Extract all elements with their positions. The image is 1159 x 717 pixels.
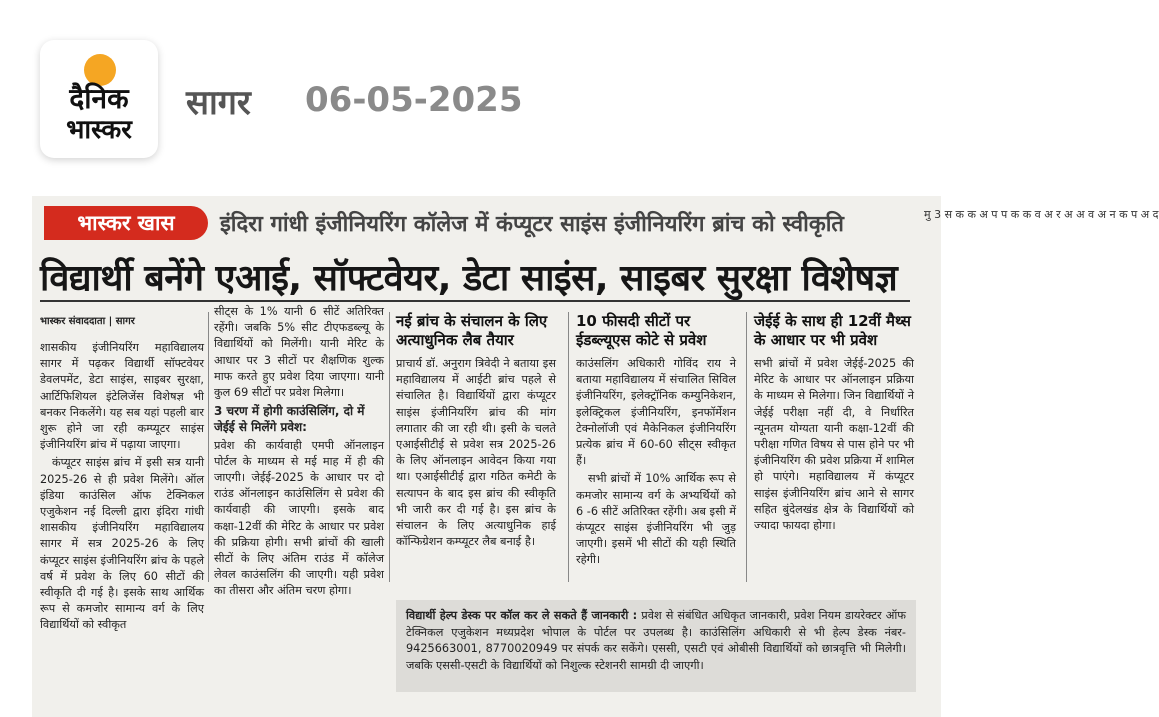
headline-divider [40,300,910,302]
article-column-3 [396,312,556,552]
article-kicker: इंदिरा गांधी इंजीनियरिंग कॉलेज में कंप्यूटर साइंस इंजीनियरिंग ब्रांच को स्वीकृति [220,212,844,237]
paragraph: प्रवेश की कार्यवाही एमपी ऑनलाइन पोर्टल के माध्यम से मई माह में ही की जाएगी। जेईई-2025 के आधार पर दो राउंड ऑनलाइन काउंसिलिंग से प्रवेश की कार्यवाही की जाएगी। इसके बाद कक्षा-12वीं की मेरिट के आधार पर प्रवेश की प्रक्रिया होगी। सभी ब्रांचों की खाली सीटों के लिए अंतिम राउंड में कॉलेज लेवल काउंसलिंग की जाएगी। यही प्रवेश का तीसरा और अंतिम चरण होगा। [214,438,384,598]
bhaskar-khaas-tag: भास्कर खास [44,206,208,240]
logo-line1: दैनिक [69,82,129,115]
paragraph: प्राचार्य डॉ. अनुराग त्रिवेदी ने बताया इस महाविद्यालय में आईटी ब्रांच पहले से संचालित है। विद्यार्थियों द्वारा कंप्यूटर साइंस इंजीनियरिंग ब्रांच की मांग लगातार की जा रही थी। इसी के चलते एआईसीटीई से प्रवेश सत्र 2025-26 के लिए ऑनलाइन आवेदन किया गया था। एआईसीटीई द्वारा गठित कमेटी के सत्यापन के बाद इस ब्रांच की स्वीकृति भी जारी कर दी गई है। इस ब्रांच के संचालन के लिए अत्याधुनिक हाई कॉन्फिग्रेशन कम्प्यूटर लैब बनाई है। [396,357,556,549]
edition-date: 06-05-2025 [305,80,523,120]
helpdesk-lead: विद्यार्थी हेल्प डेस्क पर कॉल कर ले सकते हैं जानकारी : [406,609,638,622]
article-column-2 [214,304,384,602]
article-byline: भास्कर संवाददाता | सागर [40,316,135,327]
column-divider [389,312,390,582]
article-column-5 [754,312,914,536]
section-heading: नई ब्रांच के संचालन के लिए अत्याधुनिक लैब तैयार [396,312,548,349]
paragraph: शासकीय इंजीनियरिंग महाविद्यालय सागर में पढ़कर विद्यार्थी सॉफ्टवेयर डेवलपमेंट, डेटा साइंस, साइबर सुरक्षा, आर्टिफिशियल इंटेलिजेंस विशेषज्ञ भी बनकर निकलेंगे। यह सब यहां पहली बार शुरू होने जा रही कम्प्यूटर साइंस इंजीनियरिंग ब्रांच में पढ़ाया जाएगा। [40,341,204,452]
paragraph: सभी ब्रांचों में प्रवेश जेईई-2025 की मेरिट के आधार पर ऑनलाइन प्रक्रिया के माध्यम से मिलेगा। जिन विद्यार्थियों ने जेईई परीक्षा नहीं दी, वे निर्धारित न्यूनतम योग्यता यानी कक्षा-12वीं की परीक्षा गणित विषय से पास होने पर भी इंजीनियरिंग की प्रवेश प्रक्रिया में शामिल हो पाएंगे। महाविद्यालय में कंप्यूटर साइंस इंजीनियरिंग ब्रांच आने से सागर सहित बुंदेलखंड क्षेत्र के विद्यार्थियों को ज्यादा फायदा होगा। [754,357,914,533]
logo-line2: भास्कर [66,115,132,145]
section-heading: जेईई के साथ ही 12वीं मैथ्स के आधार पर भी प्रवेश [754,312,911,349]
paragraph: कंप्यूटर साइंस ब्रांच में इसी सत्र यानी 2025-26 से ही प्रवेश मिलेंगे। ऑल इंडिया काउंसिल ऑफ टेक्निकल एजुकेशन नई दिल्ली द्वारा इंदिरा गांधी शासकीय इंजीनियरिंग महाविद्यालय सागर में सत्र 2025-26 के लिए कंप्यूटर साइंस इंजीनियरिंग ब्रांच के पहले वर्ष में प्रवेश के लिए 60 सीटों की स्वीकृति दी गई है। इसके साथ आर्थिक रूप से कमजोर सामान्य वर्ग के लिए विद्यार्थियों को स्वीकृत [40,456,204,632]
section-heading: 10 फीसदी सीटों पर ईडब्ल्यूएस कोटे से प्रवेश [576,312,707,349]
paragraph: सीट्स के 1% यानी 6 सीटें अतिरिक्त रहेंगी। जबकि 5% सीट टीएफडब्ल्यू के विद्यार्थियों को मिलेंगी। यानी मेरिट के आधार पर 3 सीटों पर शैक्षणिक शुल्क माफ करते हुए प्रवेश दिया जाएगा। यानी कुल 69 सीटों पर प्रवेश मिलेगा। [214,305,384,400]
helpdesk-body: प्रवेश से संबंधित अधिकृत जानकारी, प्रवेश नियम डायरेक्टर ऑफ टेक्निकल एजुकेशन मध्यप्रदेश भोपाल के पोर्टल पर उपलब्ध है। काउंसिलिंग अधिकारी से भी हेल्प डेस्क नंबर- 9425663001, 8770020949 पर संपर्क कर सकेंगे। एससी, एसटी एवं ओबीसी विद्यार्थियों को छात्रवृत्ति भी मिलेगी। जबकि एससी-एसटी के विद्यार्थियों को निशुल्क स्टेशनरी सामग्री दी जाएगी। [406,609,906,672]
helpdesk-box [396,600,916,692]
paragraph: सभी ब्रांचों में 10% आर्थिक रूप से कमजोर सामान्य वर्ग के अभ्यर्थियों को 6 -6 सीटें अतिरिक्त रहेंगी। अब इसी में कंप्यूटर साइंस इंजीनियरिंग भी जुड़ जाएगी। इसमें भी सीटों की यही स्थिति रहेगी। [576,472,737,567]
article-column-4 [576,312,736,571]
paragraph: काउंसलिंग अधिकारी गोविंद राय ने बताया महाविद्यालय में संचालित सिविल इंजीनियरिंग, इलेक्ट्रॉनिक कम्युनिकेशन, इलेक्ट्रिकल इंजीनियरिंग, इनफॉर्मेशन टेक्नोलॉजी एवं मैकेनिकल इंजीनियरिंग प्रत्येक ब्रांच में 60-60 सीट्स स्वीकृत हैं। [576,357,736,468]
article-column-1 [40,340,204,636]
article-headline: विद्यार्थी बनेंगे एआई, सॉफ्टवेयर, डेटा साइंस, साइबर सुरक्षा विशेषज्ञ [40,258,898,299]
dainik-bhaskar-logo[interactable] [40,40,158,158]
column-divider [208,312,209,582]
edition-city: सागर [186,83,251,123]
adjacent-article-edge: मु 3 स क क अ प प क क व अ र अ अ व अ न क प अ द [924,208,1159,221]
column-divider [746,312,747,582]
subheading: 3 चरण में होगी काउंसिलिंग, दो में जेईई से मिलेंगे प्रवेश: [214,404,365,435]
column-divider [568,312,569,582]
